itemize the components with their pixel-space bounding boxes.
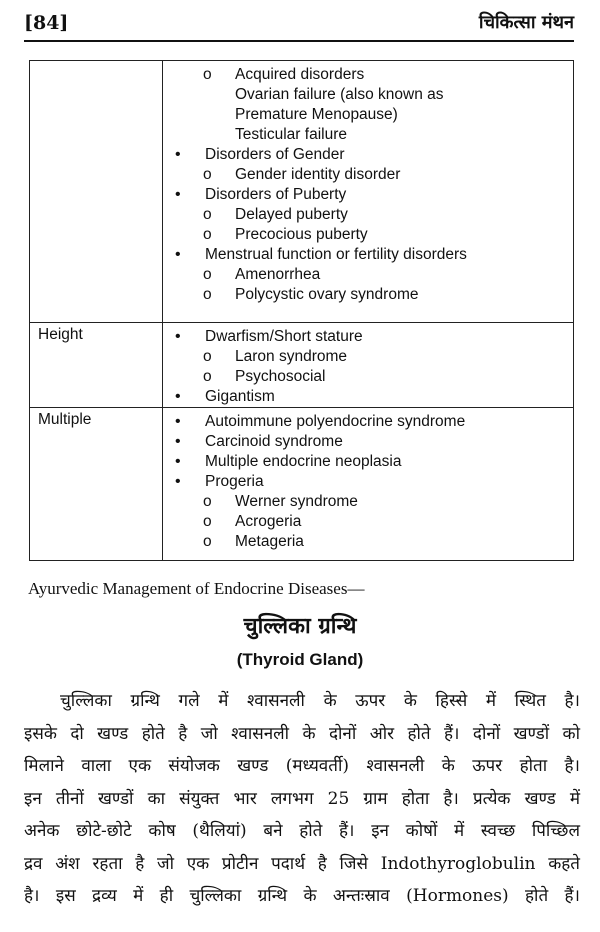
bullet-item [173, 472, 567, 492]
item-text: o Acrogeria [235, 513, 302, 530]
bullet-item [173, 185, 567, 205]
item-text: • Gigantism [205, 388, 275, 405]
page-number: [84] [24, 12, 69, 34]
item-text: • Progeria [205, 473, 264, 490]
item-text: • Disorders of Puberty [205, 186, 347, 203]
item-text: Premature Menopause) [235, 106, 398, 123]
sub-bullet-item [173, 205, 567, 225]
item-text: • Menstrual function or fertility disorders [205, 246, 467, 263]
paragraph-line: इसके दो खण्ड होते है जो श्वासनली के दोनों ओर होते हैं। दोनों खण्डों को [24, 723, 580, 744]
hindi-title: चुल्लिका ग्रन्थि [243, 613, 357, 639]
header-rule [24, 40, 574, 42]
item-text: • Disorders of Gender [205, 146, 345, 163]
item-text: o Werner syndrome [235, 493, 358, 510]
bullet-item [173, 387, 567, 407]
paragraph-line: अनेक छोटे-छोटे कोष (थैलियां) बने होते हैं। इन कोषों में स्वच्छ पिच्छिल [24, 821, 580, 841]
item-text: • Multiple endocrine neoplasia [205, 453, 402, 470]
items-cell [163, 408, 574, 561]
item-text: o Precocious puberty [235, 226, 368, 243]
body-paragraph [24, 685, 580, 913]
item-text: o Amenorrhea [235, 266, 321, 283]
sub-item-line [173, 85, 567, 105]
item-text: o Acquired disorders [235, 66, 365, 83]
item-text: Ovarian failure (also known as [235, 86, 444, 103]
category-cell: Multiple [30, 408, 163, 561]
table-row [30, 61, 574, 323]
item-text: • Dwarfism/Short stature [205, 328, 363, 345]
paragraph-line: इन तीनों खण्डों का संयुक्त भार लगभग 25 ग्राम होता है। प्रत्येक खण्ड में [24, 788, 580, 809]
item-text: • Autoimmune polyendocrine syndrome [205, 413, 466, 430]
bullet-item [173, 327, 567, 347]
sub-bullet-item [173, 65, 567, 85]
item-text: o Laron syndrome [235, 348, 348, 365]
running-title: चिकित्सा मंथन [478, 12, 574, 33]
sub-bullet-item [173, 225, 567, 245]
disorders-table [29, 60, 574, 561]
sub-bullet-item [173, 347, 567, 367]
category-cell: Height [30, 323, 163, 408]
sub-item-line [173, 105, 567, 125]
bullet-item [173, 245, 567, 265]
sub-bullet-item [173, 492, 567, 512]
bullet-item [173, 412, 567, 432]
paragraph-line: है। इस द्रव्य में ही चुल्लिका ग्रन्थि के अन्तःस्राव (Hormones) होते हैं। [24, 886, 580, 906]
item-text: o Delayed puberty [235, 206, 348, 223]
paragraph-line: चुल्लिका ग्रन्थि गले में श्वासनली के ऊपर के हिस्से में स्थित है। [60, 691, 580, 711]
item-text: Testicular failure [235, 126, 347, 143]
table-row [30, 408, 574, 561]
bullet-item [173, 145, 567, 165]
paragraph-line: मिलाने वाला एक संयोजक खण्ड (मध्यवर्ती) श्वासनली के ऊपर होता है। [24, 756, 580, 776]
item-text: • Carcinoid syndrome [205, 433, 343, 450]
items-cell [163, 323, 574, 408]
item-text: o Metageria [235, 533, 304, 550]
sub-bullet-item [173, 265, 567, 285]
item-text: o Gender identity disorder [235, 166, 401, 183]
sub-bullet-item [173, 285, 567, 305]
item-text: o Psychosocial [235, 368, 326, 385]
sub-bullet-item [173, 165, 567, 185]
english-title: (Thyroid Gland) [236, 650, 364, 669]
sub-bullet-item [173, 367, 567, 387]
sub-item-line [173, 125, 567, 145]
item-text: o Polycystic ovary syndrome [235, 286, 419, 303]
page-header [24, 10, 574, 36]
paragraph-line: द्रव अंश रहता है जो एक प्रोटीन पदार्थ है जिसे Indothyroglobulin कहते [24, 853, 580, 874]
category-cell [30, 61, 163, 323]
table-row [30, 323, 574, 408]
bullet-item [173, 452, 567, 472]
items-cell [163, 61, 574, 323]
bullet-item [173, 432, 567, 452]
sub-bullet-item [173, 532, 567, 552]
section-heading: Ayurvedic Management of Endocrine Diseases— [28, 579, 365, 598]
sub-bullet-item [173, 512, 567, 532]
